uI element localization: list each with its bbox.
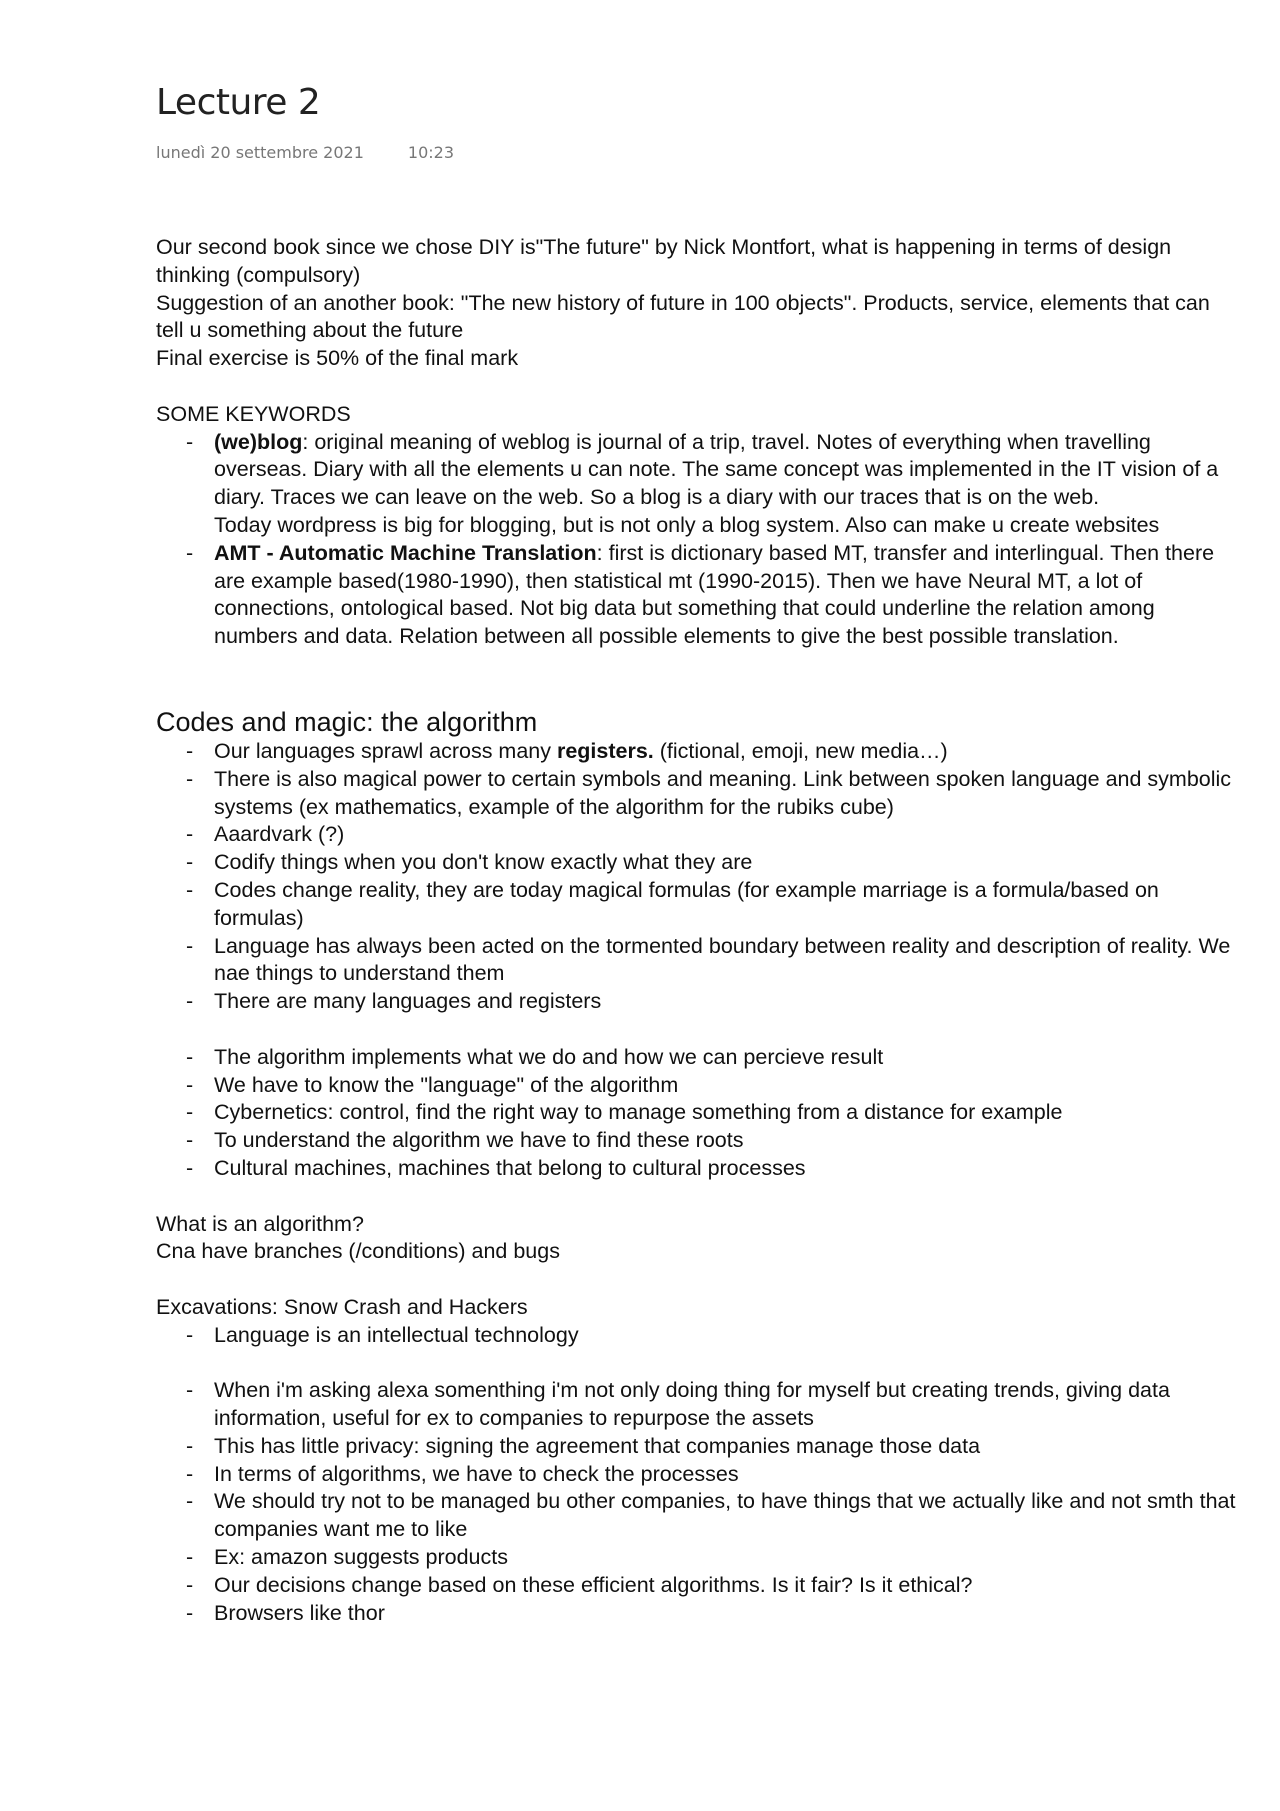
excavations-heading: Excavations: Snow Crash and Hackers: [156, 1294, 528, 1319]
list-item: - There is also magical power to certain symbols and meaning. Link between spoken language and symbolic systems (ex mathematics, example of the algorithm for the rubiks cube): [214, 766, 1236, 822]
intro-line: Final exercise is 50% of the final mark: [156, 346, 519, 371]
list-item: - Cultural machines, machines that belong to cultural processes: [214, 1155, 1236, 1183]
algorithm-answer: Cna have branches (/conditions) and bugs: [156, 1239, 560, 1264]
keyword-term: (we)blog: [214, 429, 303, 454]
list-item: - We have to know the "language" of the algorithm: [214, 1072, 1236, 1100]
page-title: Lecture 2: [156, 82, 321, 123]
keyword-text: : original meaning of weblog is journal of a trip, travel. Notes of everything when travelling overseas. Diary with all the elements u can note. The same concept was implemented in the IT vision of a diary. Traces we can leave on the web. So a blog is a diary with our traces that is on the web.: [214, 429, 1219, 510]
list-item: - Our decisions change based on these efficient algorithms. Is it fair? Is it ethical?: [214, 1572, 1236, 1600]
list-item: - Ex: amazon suggests products: [214, 1544, 1236, 1572]
note-meta: [156, 143, 454, 162]
list-item: [214, 540, 1236, 651]
intro-line: Suggestion of an another book: "The new history of future in 100 objects". Products, service, elements that can tell u something about the future: [156, 290, 1210, 343]
codes-list-2: [156, 1044, 1236, 1183]
note-date: lunedì 20 settembre 2021: [156, 143, 364, 162]
list-item: - Language has always been acted on the tormented boundary between reality and description of reality. We nae things to understand them: [214, 933, 1236, 989]
keyword-text: Today wordpress is big for blogging, but is not only a blog system. Also can make u create websites: [214, 512, 1160, 537]
note-body: [156, 234, 1236, 1627]
keyword-text: : first is dictionary based MT, transfer and interlingual. Then there are example based(1980-1990), then statistical mt (1990-2015). Then we have Neural MT, a lot of connections, ontological based. Not big data but something that could underline the relation among numbers and data. Relation between all possible elements to give the best possible translation.: [214, 540, 1215, 649]
list-item: - We should try not to be managed bu other companies, to have things that we actually like and not smth that companies want me to like: [214, 1488, 1236, 1544]
keywords-list: [156, 429, 1236, 651]
bold-term: registers.: [556, 738, 654, 763]
section-heading: Codes and magic: the algorithm: [156, 706, 538, 737]
list-item: - When i'm asking alexa somenthing i'm not only doing thing for myself but creating trends, giving data information, useful for ex to companies to repurpose the assets: [214, 1377, 1236, 1433]
note-time: 10:23: [407, 143, 454, 162]
list-item: - Codes change reality, they are today magical formulas (for example marriage is a formula/based on formulas): [214, 877, 1236, 933]
codes-list: [156, 738, 1236, 1016]
list-item: - Cybernetics: control, find the right way to manage something from a distance for example: [214, 1099, 1236, 1127]
list-item: - To understand the algorithm we have to find these roots: [214, 1127, 1236, 1155]
list-item: - There are many languages and registers: [214, 988, 1236, 1016]
keyword-term: AMT - Automatic Machine Translation: [214, 540, 597, 565]
excavations-list: [156, 1322, 1236, 1350]
list-item: - Browsers like thor: [214, 1600, 1236, 1628]
list-item: [214, 429, 1236, 540]
algorithm-question: What is an algorithm?: [156, 1211, 364, 1236]
list-item: - The algorithm implements what we do and how we can percieve result: [214, 1044, 1236, 1072]
list-item: - In terms of algorithms, we have to check the processes: [214, 1461, 1236, 1489]
list-item: - This has little privacy: signing the agreement that companies manage those data: [214, 1433, 1236, 1461]
list-item: - Aaardvark (?): [214, 821, 1236, 849]
intro-line: Our second book since we chose DIY is"The future" by Nick Montfort, what is happening in terms of design thinking (compulsory): [156, 235, 1172, 287]
list-item: [214, 738, 1236, 766]
list-item: - Language is an intellectual technology: [214, 1322, 1236, 1350]
list-text: (fictional, emoji, new media…): [653, 738, 948, 763]
excavations-list-2: [156, 1377, 1236, 1627]
keywords-heading: SOME KEYWORDS: [156, 401, 351, 426]
list-text: Our languages sprawl across many: [214, 738, 557, 763]
list-item: - Codify things when you don't know exactly what they are: [214, 849, 1236, 877]
